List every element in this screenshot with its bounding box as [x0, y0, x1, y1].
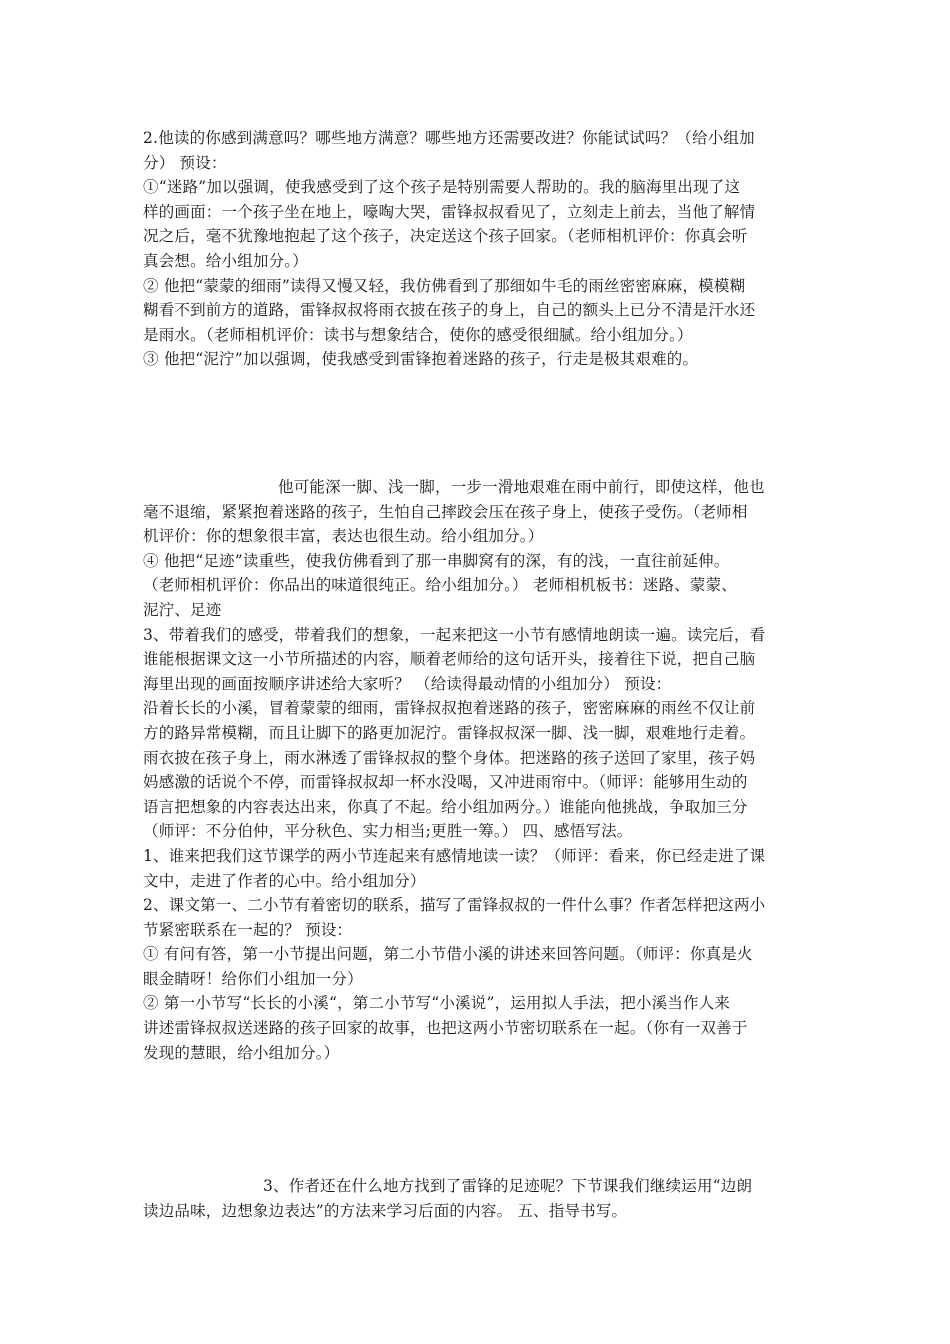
text-line: 样的画面：一个孩子坐在地上，嚎啕大哭，雷锋叔叔看见了，立刻走上前去，当他了解情 — [143, 202, 756, 221]
text-line: ①“迷路”加以强调，使我感受到了这个孩子是特别需要人帮助的。我的脑海里出现了这 — [143, 178, 741, 197]
text-line: （老师相机评价：你品出的味道很纯正。给小组加分。） 老师相机板书：迷路、蒙蒙、 — [143, 576, 737, 595]
text-line: 文中，走进了作者的心中。给小组加分） — [143, 871, 426, 890]
text-line: 讲述雷锋叔叔送迷路的孩子回家的故事，也把这两小节密切联系在一起。（你有一双善于 — [143, 1019, 748, 1038]
text-line: 真会想。给小组加分。） — [143, 251, 308, 270]
text-line: 沿着长长的小溪，冒着蒙蒙的细雨，雷锋叔叔抱着迷路的孩子，密密麻麻的雨丝不仅让前 — [143, 699, 756, 718]
text-line: 况之后，毫不犹豫地抱起了这个孩子，决定送这个孩子回家。（老师相机评价：你真会听 — [143, 227, 748, 246]
text-line: 读边品味，边想象边表达”的方法来学习后面的内容。 五、指导书写。 — [143, 1201, 628, 1220]
text-line: 发现的慧眼，给小组加分。） — [143, 1043, 340, 1062]
text-block-3 — [143, 1174, 808, 1223]
text-line: ③ 他把“泥泞”加以强调，使我感受到雷锋抱着迷路的孩子，行走是极其艰难的。 — [143, 350, 699, 369]
text-line: 谁能根据课文这一小节所描述的内容，顺着老师给的这句话开头，接着往下说，把自己脑 — [143, 650, 756, 669]
text-line: 妈感激的话说个不停，而雷锋叔叔却一杯水没喝，又冲进雨帘中。（师评：能够用生动的 — [143, 773, 748, 792]
text-line: 3、带着我们的感受，带着我们的想象，一起来把这一小节有感情地朗读一遍。读完后，看 — [143, 625, 766, 644]
text-line: 节紧密联系在一起的？ 预设： — [143, 920, 353, 939]
text-line: ② 第一小节写“长长的小溪“，第二小节写“小溪说”，运用拟人手法，把小溪当作人来 — [143, 994, 731, 1013]
text-line: ② 他把“蒙蒙的细雨”读得又慢又轻，我仿佛看到了那细如牛毛的雨丝密密麻麻，模模糊 — [143, 276, 746, 295]
text-line: 毫不退缩，紧紧抱着迷路的孩子，生怕自己摔跤会压在孩子身上，使孩子受伤。（老师相 — [143, 502, 748, 521]
text-line: 海里出现的画面按顺序讲述给大家听？ （给读得最动情的小组加分） 预设： — [143, 674, 672, 693]
text-block-1 — [143, 126, 808, 372]
text-line: 眼金睛呀！给你们小组加一分） — [143, 969, 363, 988]
text-line: 1、谁来把我们这节课学的两小节连起来有感情地读一读？（师评：看来，你已经走进了课 — [143, 846, 766, 865]
text-line: ④ 他把“足迹”读重些，使我仿佛看到了那一串脚窝有的深，有的浅，一直往前延伸。 — [143, 551, 730, 570]
text-line: 3、作者还在什么地方找到了雷锋的足迹呢？下节课我们继续运用“边朗 — [263, 1177, 753, 1195]
text-line: 糊看不到前方的道路，雷锋叔叔将雨衣披在孩子的身上，自己的额头上已分不清是汗水还 — [143, 301, 756, 320]
text-line: （师评：不分伯仲，平分秋色、实力相当;更胜一筹。） 四、感悟写法。 — [143, 822, 633, 841]
text-line: ① 有问有答，第一小节提出问题，第二小节借小溪的讲述来回答问题。（师评：你真是火 — [143, 945, 753, 964]
text-line: 雨衣披在孩子身上，雨水淋透了雷锋叔叔的整个身体。把迷路的孩子送回了家里，孩子妈 — [143, 748, 756, 767]
text-block-2 — [143, 475, 808, 1065]
text-line: 泥泞、足迹 — [143, 600, 222, 619]
text-line: 他可能深一脚、浅一脚，一步一滑地艰难在雨中前行，即使这样，他也 — [278, 478, 765, 496]
text-line: 机评价：你的想象很丰富，表达也很生动。给小组加分。） — [143, 527, 544, 546]
text-line: 是雨水。（老师相机评价：读书与想象结合，使你的感受很细腻。给小组加分。） — [143, 325, 693, 344]
text-line: 2、课文第一、二小节有着密切的联系，描写了雷锋叔叔的一件什么事？作者怎样把这两小 — [143, 896, 766, 915]
text-line: 方的路异常模糊，而且让脚下的路更加泥泞。雷锋叔叔深一脚、浅一脚，艰难地行走着。 — [143, 723, 756, 742]
text-line: 语言把想象的内容表达出来，你真了不起。给小组加两分。）谁能向他挑战，争取加三分 — [143, 797, 748, 816]
text-line: 分） 预设： — [143, 153, 227, 172]
text-line: 2.他读的你感到满意吗？哪些地方满意？哪些地方还需要改进？你能试试吗？（给小组加 — [143, 129, 755, 147]
